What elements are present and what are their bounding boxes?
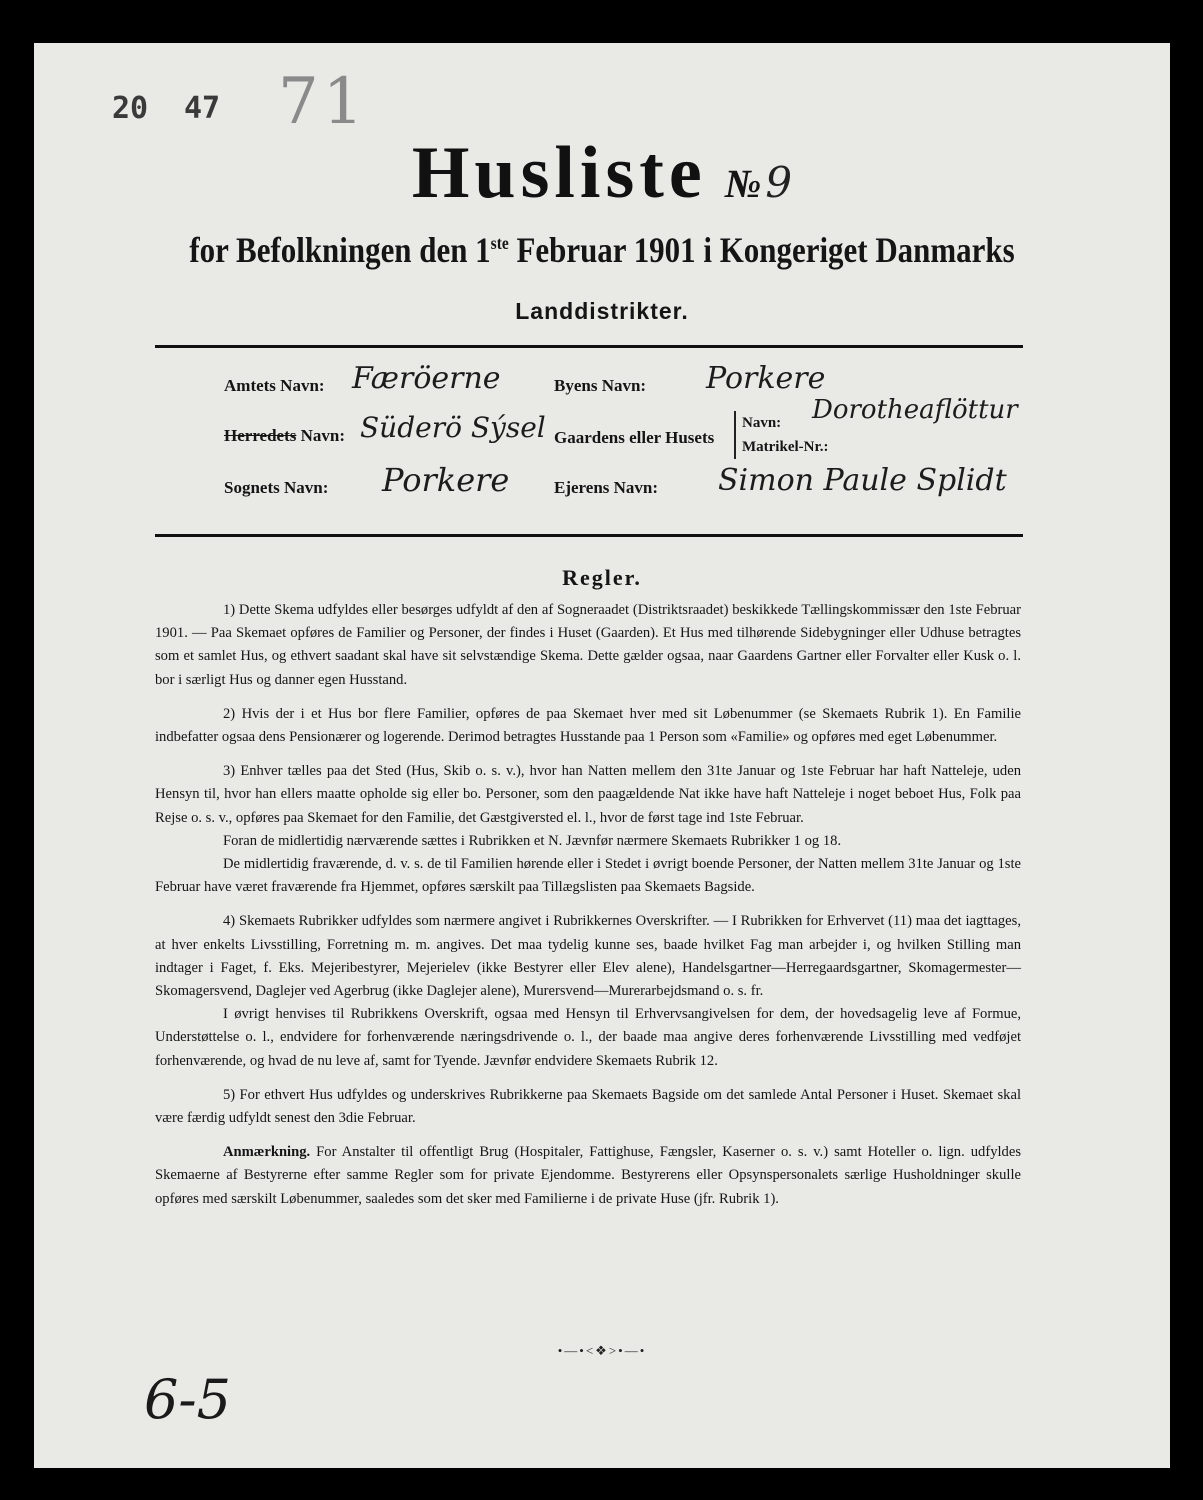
amt-label: Amtets Navn: (224, 376, 325, 395)
subtitle-post: Februar 1901 i Kongeriget Danmarks (508, 230, 1015, 270)
note-text: For Anstalter til offentligt Brug (Hospitaler, Fattighuse, Fængsler, Kaserner o. s. v.) samt Hoteller o. lign. udfyldes Skemaerne af Bestyrerne efter samme Regler som for private Ejendomme. Bestyrerens eller Opsynspersonalets særlige Husholdninger skulle opføres med særskilt Løbenummer, saaledes som det sker med Familierne i de private Huse (jfr. Rubrik 1). (155, 1144, 1021, 1207)
ejer-value: Simon Paule Splidt (718, 463, 1007, 498)
herred-label (224, 426, 345, 446)
rule-4: 4) Skemaets Rubrikker udfyldes som nærmere angivet i Rubrikkernes Overskrifter. — I Rubrikken for Erhvervet (11) maa det iagttages, at hver enkelts Livsstilling, Forretning m. m. angives. Det maa tydelig kunne ses, baade hvilket Fag man arbejder i, og hvilken Stilling man indtager i Faget, f. Eks. Mejeribestyrer, Mejerielev (ikke Bestyrer eller Elev alene), Handelsgartner—Herregaardsgartner, Skomagermester—Skomagersvend, Daglejer ved Agerbrug (ikke Daglejer alene), Murersvend—Murerarbejdsmand o. s. fr. (155, 913, 1021, 1000)
by-value: Porkere (706, 361, 826, 396)
form-subtitle (114, 229, 1091, 271)
sogn-label: Sognets Navn: (224, 478, 329, 497)
subtitle-pre: for Befolkningen den 1 (189, 230, 491, 270)
stamp-number-left: 20 (112, 91, 149, 126)
gaard-navn-value: Dorotheaflöttur (812, 395, 1018, 425)
handwritten-bottom-note: 6-5 (144, 1368, 231, 1431)
subtitle-sup: ste (490, 233, 509, 253)
form-title (34, 131, 1170, 216)
handwritten-number: 9 (765, 158, 793, 207)
amt-value: Færöerne (352, 361, 501, 396)
herred-label-struck: Herredets (224, 426, 297, 445)
district-heading: Landdistrikter. (515, 298, 689, 324)
gaard-navn-label: Navn: (742, 415, 782, 431)
census-form-page (34, 43, 1170, 1468)
by-label: Byens Navn: (554, 376, 647, 395)
stamp-number-right: 47 (184, 91, 221, 126)
rule-3-absent: De midlertidig fraværende, d. v. s. de til Familien hørende eller i Stedet i øvrigt boende Personer, der Natten mellem 31te Januar og 1ste Februar have været fraværende fra Hjemmet, opføres særskilt paa Tillægslisten paa Skemaets Bagside. (155, 856, 1021, 896)
bottom-divider (155, 534, 1023, 537)
rule-1: 1) Dette Skema udfyldes eller besørges udfyldt af den af Sogneraadet (Distriktsraadet) beskikkede Tællingskommissær den 1ste Februar 1901. — Paa Skemaet opføres de Familier og Personer, der findes i Huset (Gaarden). Et Hus med tilhørende Sidebygninger eller Udhuse betragtes som et samlet Hus, og ethvert saadant skal have sit selvstændige Skema. Dette gælder ogsaa, naar Gaardens Gartner eller Forvalter eller Kusk o. l. bor i særligt Hus og danner egen Husstand. (155, 602, 1021, 688)
herred-label-text: Navn: (296, 426, 346, 445)
rule-2: 2) Hvis der i et Hus bor flere Familier, opføres de paa Skemaet hver med sit Løbenummer (se Skemaets Rubrik 1). En Familie indbefatter ogsaa dens Pensionærer og logerende. Derimod betragtes Husstande paa 1 Person som «Familie» og opføres med eget Løbenummer. (155, 705, 1021, 746)
note-label: Anmærkning. (223, 1144, 311, 1161)
note (155, 1141, 1021, 1211)
pencil-number: 71 (278, 65, 368, 139)
title-text: Husliste (411, 132, 707, 214)
rules-heading: Regler. (562, 565, 642, 590)
ejer-label: Ejerens Navn: (554, 478, 659, 497)
gaard-label: Gaardens eller Husets (554, 428, 715, 447)
number-prefix: № (724, 161, 762, 206)
matrikel-label: Matrikel-Nr.: (742, 439, 829, 455)
rule-3-n-note: Foran de midlertidig nærværende sættes i Rubrikken et N. Jævnfør nærmere Skemaets Rubrikker 1 og 18. (223, 832, 842, 849)
rule-4-further: I øvrigt henvises til Rubrikkens Overskrift, ogsaa med Hensyn til Erhvervsangivelsen for dem, der hovedsagelig leve af Formue, Understøttelse o. l., endvidere for forhenværende næringsdrivende o. l., der baade maa angive deres forhenværende Livsstilling med vedføjet forhenværende, og hvad de nu leve af, samt for Tyende. Jævnfør endvidere Skemaets Rubrik 12. (155, 1006, 1021, 1069)
rule-5: 5) For ethvert Hus udfyldes og underskrives Rubrikkerne paa Skemaets Bagside om det samlede Antal Personer i Huset. Skemaet skal være færdig udfyldt senest den 3die Februar. (155, 1086, 1021, 1127)
ornament-divider: •—•<❖>•—• (557, 1343, 647, 1358)
rule-3: 3) Enhver tælles paa det Sted (Hus, Skib o. s. v.), hvor han Natten mellem den 31te Januar og 1ste Februar har haft Natteleje, uden Hensyn til, hvor han ellers maatte opholde sig eller bo. Personer, som den paagældende Nat ikke have haft Natteleje i noget beboet Hus, Folk paa Rejse o. s. v., opføres paa Skemaet for den Familie, det Gæstgiversted el. l., hvor de først tage ind 1ste Februar. (155, 763, 1021, 826)
sogn-value: Porkere (382, 461, 510, 499)
top-divider (155, 345, 1023, 348)
herred-value: Süderö Sýsel (360, 411, 546, 444)
rules-body (155, 599, 1021, 1222)
